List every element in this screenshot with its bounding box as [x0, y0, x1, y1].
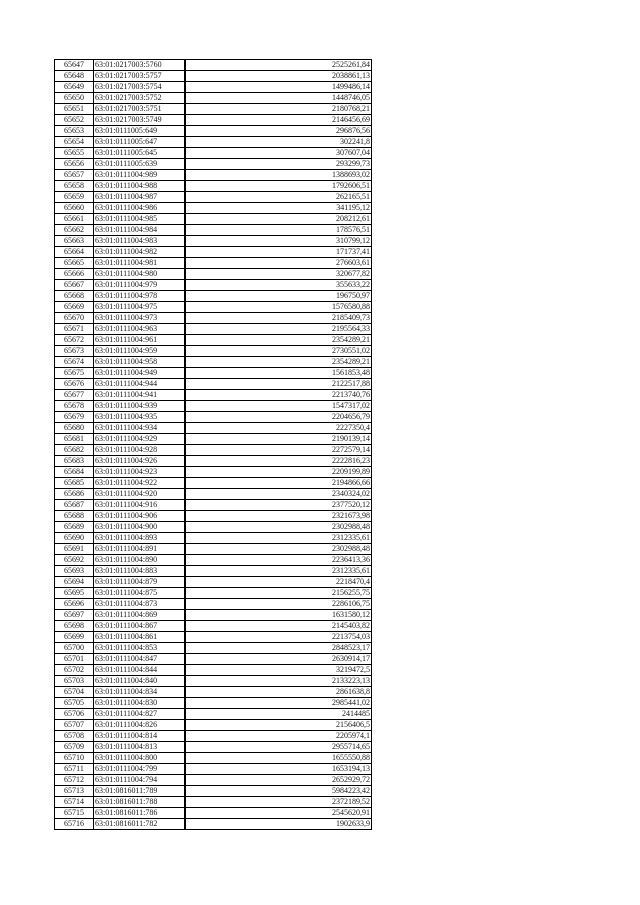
value-cell: 1448746,05 — [185, 93, 372, 104]
value-cell: 2180768,21 — [185, 104, 372, 115]
value-cell: 2195564,33 — [185, 324, 372, 335]
cadastral-number-cell: 63:01:0111004:928 — [94, 445, 186, 456]
value-cell: 2218470,4 — [185, 577, 372, 588]
row-number-cell: 65662 — [55, 225, 94, 236]
row-number-cell: 65647 — [55, 60, 94, 71]
row-number-cell: 65660 — [55, 203, 94, 214]
cadastral-number-cell: 63:01:0111004:987 — [94, 192, 186, 203]
table-row — [55, 819, 372, 830]
table-row — [55, 555, 372, 566]
value-cell: 2372189,52 — [185, 797, 372, 808]
row-number-cell: 65701 — [55, 654, 94, 665]
row-number-cell: 65704 — [55, 687, 94, 698]
row-number-cell: 65649 — [55, 82, 94, 93]
table-row — [55, 258, 372, 269]
cadastral-number-cell: 63:01:0111004:900 — [94, 522, 186, 533]
cadastral-number-cell: 63:01:0111004:834 — [94, 687, 186, 698]
row-number-cell: 65656 — [55, 159, 94, 170]
row-number-cell: 65714 — [55, 797, 94, 808]
table-row — [55, 214, 372, 225]
cadastral-number-cell: 63:01:0111004:958 — [94, 357, 186, 368]
cadastral-number-cell: 63:01:0111004:981 — [94, 258, 186, 269]
cadastral-number-cell: 63:01:0111004:847 — [94, 654, 186, 665]
row-number-cell: 65665 — [55, 258, 94, 269]
value-cell: 2321673,98 — [185, 511, 372, 522]
table-row — [55, 60, 372, 71]
row-number-cell: 65690 — [55, 533, 94, 544]
table-row — [55, 269, 372, 280]
value-cell: 1655550,88 — [185, 753, 372, 764]
cadastral-number-cell: 63:01:0111005:649 — [94, 126, 186, 137]
cadastral-number-cell: 63:01:0111004:893 — [94, 533, 186, 544]
row-number-cell: 65670 — [55, 313, 94, 324]
row-number-cell: 65707 — [55, 720, 94, 731]
value-cell: 2302988,48 — [185, 522, 372, 533]
table-row — [55, 291, 372, 302]
value-cell: 2652929,72 — [185, 775, 372, 786]
value-cell: 2209199,89 — [185, 467, 372, 478]
value-cell: 2848523,17 — [185, 643, 372, 654]
value-cell: 1631580,12 — [185, 610, 372, 621]
cadastral-number-cell: 63:01:0111004:941 — [94, 390, 186, 401]
table-row — [55, 203, 372, 214]
cadastral-number-cell: 63:01:0111004:867 — [94, 621, 186, 632]
cadastral-number-cell: 63:01:0111004:799 — [94, 764, 186, 775]
row-number-cell: 65711 — [55, 764, 94, 775]
row-number-cell: 65655 — [55, 148, 94, 159]
table-row — [55, 456, 372, 467]
cadastral-number-cell: 63:01:0111004:926 — [94, 456, 186, 467]
row-number-cell: 65671 — [55, 324, 94, 335]
table-row — [55, 786, 372, 797]
value-cell: 320677,82 — [185, 269, 372, 280]
table-row — [55, 236, 372, 247]
cadastral-number-cell: 63:01:0816011:782 — [94, 819, 186, 830]
row-number-cell: 65698 — [55, 621, 94, 632]
cadastral-number-cell: 63:01:0111005:639 — [94, 159, 186, 170]
row-number-cell: 65713 — [55, 786, 94, 797]
table-row — [55, 192, 372, 203]
value-cell: 2525261,84 — [185, 60, 372, 71]
value-cell: 2194866,66 — [185, 478, 372, 489]
value-cell: 2302988,48 — [185, 544, 372, 555]
cadastral-number-cell: 63:01:0111004:830 — [94, 698, 186, 709]
value-cell: 2630914,17 — [185, 654, 372, 665]
cadastral-number-cell: 63:01:0111004:935 — [94, 412, 186, 423]
cadastral-number-cell: 63:01:0111004:988 — [94, 181, 186, 192]
value-cell: 2213754,03 — [185, 632, 372, 643]
row-number-cell: 65716 — [55, 819, 94, 830]
row-number-cell: 65652 — [55, 115, 94, 126]
value-cell: 178576,51 — [185, 225, 372, 236]
row-number-cell: 65695 — [55, 588, 94, 599]
table-row — [55, 280, 372, 291]
row-number-cell: 65678 — [55, 401, 94, 412]
value-cell: 2340324,02 — [185, 489, 372, 500]
cadastral-number-cell: 63:01:0111004:826 — [94, 720, 186, 731]
table-row — [55, 808, 372, 819]
table-row — [55, 379, 372, 390]
row-number-cell: 65653 — [55, 126, 94, 137]
row-number-cell: 65697 — [55, 610, 94, 621]
value-cell: 2038861,13 — [185, 71, 372, 82]
cadastral-number-cell: 63:01:0111005:647 — [94, 137, 186, 148]
table-row — [55, 71, 372, 82]
value-cell: 1792606,51 — [185, 181, 372, 192]
row-number-cell: 65668 — [55, 291, 94, 302]
row-number-cell: 65661 — [55, 214, 94, 225]
table-row — [55, 313, 372, 324]
row-number-cell: 65709 — [55, 742, 94, 753]
cadastral-number-cell: 63:01:0217003:5757 — [94, 71, 186, 82]
value-cell: 2312335,61 — [185, 566, 372, 577]
table-row — [55, 764, 372, 775]
row-number-cell: 65708 — [55, 731, 94, 742]
table-row — [55, 577, 372, 588]
table-row — [55, 412, 372, 423]
cadastral-number-cell: 63:01:0111004:875 — [94, 588, 186, 599]
table-row — [55, 467, 372, 478]
table-row — [55, 533, 372, 544]
table-row — [55, 148, 372, 159]
cadastral-number-cell: 63:01:0111004:840 — [94, 676, 186, 687]
cadastral-number-cell: 63:01:0111004:989 — [94, 170, 186, 181]
table-row — [55, 709, 372, 720]
row-number-cell: 65664 — [55, 247, 94, 258]
value-cell: 208212,61 — [185, 214, 372, 225]
table-row — [55, 676, 372, 687]
table-row — [55, 104, 372, 115]
value-cell: 2133223,13 — [185, 676, 372, 687]
value-cell: 276603,61 — [185, 258, 372, 269]
table-row — [55, 93, 372, 104]
cadastral-number-cell: 63:01:0217003:5760 — [94, 60, 186, 71]
row-number-cell: 65688 — [55, 511, 94, 522]
value-cell: 2985441,02 — [185, 698, 372, 709]
cadastral-number-cell: 63:01:0111004:963 — [94, 324, 186, 335]
row-number-cell: 65648 — [55, 71, 94, 82]
cadastral-number-cell: 63:01:0111004:986 — [94, 203, 186, 214]
cadastral-number-cell: 63:01:0111004:982 — [94, 247, 186, 258]
row-number-cell: 65706 — [55, 709, 94, 720]
table-row — [55, 643, 372, 654]
value-cell: 2205974,1 — [185, 731, 372, 742]
table-row — [55, 698, 372, 709]
data-table — [54, 59, 372, 830]
row-number-cell: 65669 — [55, 302, 94, 313]
table-row — [55, 566, 372, 577]
row-number-cell: 65685 — [55, 478, 94, 489]
value-cell: 2222816,23 — [185, 456, 372, 467]
table-row — [55, 511, 372, 522]
row-number-cell: 65703 — [55, 676, 94, 687]
value-cell: 1561853,48 — [185, 368, 372, 379]
cadastral-number-cell: 63:01:0111004:869 — [94, 610, 186, 621]
table-row — [55, 775, 372, 786]
cadastral-number-cell: 63:01:0816011:786 — [94, 808, 186, 819]
table-row — [55, 302, 372, 313]
value-cell: 2122517,88 — [185, 379, 372, 390]
table-row — [55, 423, 372, 434]
value-cell: 262165,51 — [185, 192, 372, 203]
cadastral-number-cell: 63:01:0111004:944 — [94, 379, 186, 390]
table-row — [55, 368, 372, 379]
row-number-cell: 65699 — [55, 632, 94, 643]
value-cell: 2204656,79 — [185, 412, 372, 423]
row-number-cell: 65658 — [55, 181, 94, 192]
table-row — [55, 665, 372, 676]
table-row — [55, 544, 372, 555]
row-number-cell: 65651 — [55, 104, 94, 115]
table-row — [55, 390, 372, 401]
value-cell: 2227350,4 — [185, 423, 372, 434]
table-row — [55, 687, 372, 698]
table-row — [55, 434, 372, 445]
value-cell: 2312335,61 — [185, 533, 372, 544]
table-row — [55, 599, 372, 610]
value-cell: 2156406,5 — [185, 720, 372, 731]
value-cell: 2354289,21 — [185, 357, 372, 368]
cadastral-number-cell: 63:01:0111004:906 — [94, 511, 186, 522]
cadastral-number-cell: 63:01:0111004:916 — [94, 500, 186, 511]
cadastral-number-cell: 63:01:0111004:890 — [94, 555, 186, 566]
row-number-cell: 65687 — [55, 500, 94, 511]
cadastral-number-cell: 63:01:0816011:789 — [94, 786, 186, 797]
row-number-cell: 65681 — [55, 434, 94, 445]
value-cell: 2190139,14 — [185, 434, 372, 445]
row-number-cell: 65696 — [55, 599, 94, 610]
value-cell: 341195,12 — [185, 203, 372, 214]
cadastral-number-cell: 63:01:0111004:853 — [94, 643, 186, 654]
cadastral-number-cell: 63:01:0217003:5754 — [94, 82, 186, 93]
table-row — [55, 126, 372, 137]
row-number-cell: 65710 — [55, 753, 94, 764]
cadastral-number-cell: 63:01:0111004:883 — [94, 566, 186, 577]
value-cell: 2955714,65 — [185, 742, 372, 753]
cadastral-number-cell: 63:01:0111004:984 — [94, 225, 186, 236]
table-row — [55, 346, 372, 357]
cadastral-number-cell: 63:01:0111004:949 — [94, 368, 186, 379]
cadastral-number-cell: 63:01:0111004:844 — [94, 665, 186, 676]
row-number-cell: 65659 — [55, 192, 94, 203]
cadastral-number-cell: 63:01:0111004:980 — [94, 269, 186, 280]
table-row — [55, 654, 372, 665]
row-number-cell: 65677 — [55, 390, 94, 401]
cadastral-number-cell: 63:01:0111004:813 — [94, 742, 186, 753]
table-row — [55, 522, 372, 533]
cadastral-number-cell: 63:01:0111004:983 — [94, 236, 186, 247]
cadastral-number-cell: 63:01:0217003:5751 — [94, 104, 186, 115]
row-number-cell: 65702 — [55, 665, 94, 676]
value-cell: 5984223,42 — [185, 786, 372, 797]
row-number-cell: 65657 — [55, 170, 94, 181]
value-cell: 2377520,12 — [185, 500, 372, 511]
table-row — [55, 753, 372, 764]
row-number-cell: 65666 — [55, 269, 94, 280]
value-cell: 2354289,21 — [185, 335, 372, 346]
table-row — [55, 731, 372, 742]
table-row — [55, 170, 372, 181]
row-number-cell: 65682 — [55, 445, 94, 456]
table-row — [55, 401, 372, 412]
value-cell: 2146456,69 — [185, 115, 372, 126]
value-cell: 355633,22 — [185, 280, 372, 291]
cadastral-number-cell: 63:01:0816011:788 — [94, 797, 186, 808]
cadastral-number-cell: 63:01:0111004:922 — [94, 478, 186, 489]
row-number-cell: 65705 — [55, 698, 94, 709]
row-number-cell: 65715 — [55, 808, 94, 819]
row-number-cell: 65712 — [55, 775, 94, 786]
value-cell: 1653194,13 — [185, 764, 372, 775]
table-row — [55, 445, 372, 456]
table-row — [55, 621, 372, 632]
row-number-cell: 65654 — [55, 137, 94, 148]
table-row — [55, 115, 372, 126]
cadastral-number-cell: 63:01:0111004:979 — [94, 280, 186, 291]
row-number-cell: 65680 — [55, 423, 94, 434]
value-cell: 1499486,14 — [185, 82, 372, 93]
row-number-cell: 65672 — [55, 335, 94, 346]
value-cell: 1902633,9 — [185, 819, 372, 830]
value-cell: 2861638,8 — [185, 687, 372, 698]
row-number-cell: 65689 — [55, 522, 94, 533]
value-cell: 1547317,02 — [185, 401, 372, 412]
cadastral-number-cell: 63:01:0111004:939 — [94, 401, 186, 412]
value-cell: 2272579,14 — [185, 445, 372, 456]
cadastral-number-cell: 63:01:0111005:645 — [94, 148, 186, 159]
cadastral-number-cell: 63:01:0111004:985 — [94, 214, 186, 225]
cadastral-number-cell: 63:01:0111004:873 — [94, 599, 186, 610]
row-number-cell: 65700 — [55, 643, 94, 654]
row-number-cell: 65679 — [55, 412, 94, 423]
cadastral-number-cell: 63:01:0111004:973 — [94, 313, 186, 324]
value-cell: 1388693,02 — [185, 170, 372, 181]
table-row — [55, 742, 372, 753]
row-number-cell: 65692 — [55, 555, 94, 566]
table-row — [55, 632, 372, 643]
value-cell: 293299,73 — [185, 159, 372, 170]
value-cell: 2730551,02 — [185, 346, 372, 357]
cadastral-number-cell: 63:01:0111004:891 — [94, 544, 186, 555]
table-row — [55, 181, 372, 192]
table-row — [55, 720, 372, 731]
cadastral-number-cell: 63:01:0111004:923 — [94, 467, 186, 478]
value-cell: 3219472,5 — [185, 665, 372, 676]
value-cell: 1576580,88 — [185, 302, 372, 313]
cadastral-number-cell: 63:01:0111004:879 — [94, 577, 186, 588]
table-row — [55, 588, 372, 599]
table-row — [55, 225, 372, 236]
table-row — [55, 610, 372, 621]
table-row — [55, 137, 372, 148]
row-number-cell: 65684 — [55, 467, 94, 478]
cadastral-number-cell: 63:01:0111004:959 — [94, 346, 186, 357]
value-cell: 310799,12 — [185, 236, 372, 247]
table-row — [55, 797, 372, 808]
table-row — [55, 500, 372, 511]
value-cell: 196750,97 — [185, 291, 372, 302]
cadastral-number-cell: 63:01:0111004:920 — [94, 489, 186, 500]
table-row — [55, 335, 372, 346]
cadastral-number-cell: 63:01:0111004:827 — [94, 709, 186, 720]
row-number-cell: 65693 — [55, 566, 94, 577]
value-cell: 2414485 — [185, 709, 372, 720]
table-row — [55, 357, 372, 368]
value-cell: 307607,04 — [185, 148, 372, 159]
cadastral-number-cell: 63:01:0111004:934 — [94, 423, 186, 434]
value-cell: 2185409,73 — [185, 313, 372, 324]
cadastral-number-cell: 63:01:0111004:975 — [94, 302, 186, 313]
value-cell: 2545620,91 — [185, 808, 372, 819]
row-number-cell: 65686 — [55, 489, 94, 500]
cadastral-number-cell: 63:01:0217003:5752 — [94, 93, 186, 104]
row-number-cell: 65674 — [55, 357, 94, 368]
row-number-cell: 65667 — [55, 280, 94, 291]
table-row — [55, 489, 372, 500]
value-cell: 2145403,82 — [185, 621, 372, 632]
row-number-cell: 65691 — [55, 544, 94, 555]
cadastral-number-cell: 63:01:0111004:814 — [94, 731, 186, 742]
cadastral-number-cell: 63:01:0111004:961 — [94, 335, 186, 346]
value-cell: 2236413,36 — [185, 555, 372, 566]
cadastral-number-cell: 63:01:0111004:794 — [94, 775, 186, 786]
table-body — [55, 60, 372, 830]
value-cell: 302241,8 — [185, 137, 372, 148]
table-row — [55, 247, 372, 258]
value-cell: 2286106,75 — [185, 599, 372, 610]
cadastral-number-cell: 63:01:0111004:861 — [94, 632, 186, 643]
table-row — [55, 82, 372, 93]
row-number-cell: 65676 — [55, 379, 94, 390]
row-number-cell: 65675 — [55, 368, 94, 379]
table-row — [55, 324, 372, 335]
value-cell: 2156255,75 — [185, 588, 372, 599]
table-row — [55, 159, 372, 170]
row-number-cell: 65683 — [55, 456, 94, 467]
value-cell: 2213740,76 — [185, 390, 372, 401]
table-row — [55, 478, 372, 489]
value-cell: 171737,41 — [185, 247, 372, 258]
row-number-cell: 65650 — [55, 93, 94, 104]
cadastral-number-cell: 63:01:0111004:929 — [94, 434, 186, 445]
cadastral-number-cell: 63:01:0111004:978 — [94, 291, 186, 302]
row-number-cell: 65663 — [55, 236, 94, 247]
row-number-cell: 65673 — [55, 346, 94, 357]
value-cell: 296876,56 — [185, 126, 372, 137]
cadastral-number-cell: 63:01:0217003:5749 — [94, 115, 186, 126]
cadastral-number-cell: 63:01:0111004:800 — [94, 753, 186, 764]
row-number-cell: 65694 — [55, 577, 94, 588]
